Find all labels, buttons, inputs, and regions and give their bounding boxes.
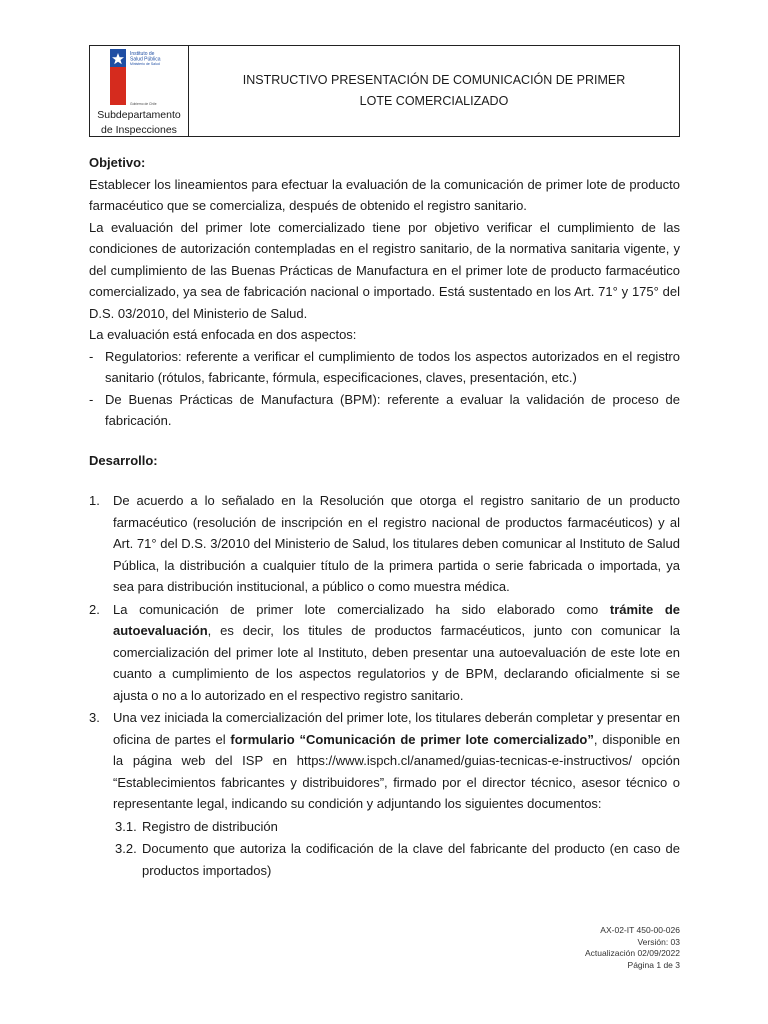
numbered-item-3 [89, 707, 680, 815]
bullet-text: De Buenas Prácticas de Manufactura (BPM): referente a evaluar la validación de proceso de fabricación. [105, 391, 680, 428]
item-number: 1. [89, 493, 100, 508]
item-number: 2. [89, 601, 100, 617]
document-title: INSTRUCTIVO PRESENTACIÓN DE COMUNICACIÓN DE PRIMER LOTE COMERCIALIZADO [242, 73, 626, 108]
bullet-text: Regulatorios: referente a verificar el cumplimiento de todos los aspectos autorizados en el registro sanitario (rótulos, fabricante, fórmula, especificaciones, claves, presentación, etc.) [105, 348, 680, 385]
logo-line-2: Salud Pública [130, 56, 161, 63]
logo-cell [90, 46, 189, 136]
department-label: Subdepartamento de Inspecciones [97, 109, 181, 136]
logo-line-1: Instituto de [130, 51, 155, 57]
item-text-post: , disponible en la página web del ISP en https://www.ispch.cl/anamed/guias-tecnicas-e-instructivos/ opción “Establecimientos fabricantes y distribuidores”, firmado por el director técnico, asesor técnico o representante legal, indicando su condición y adjuntando los siguientes documentos: [113, 731, 681, 811]
sub-item [115, 816, 680, 838]
sub-item-number: 3.2. [115, 841, 137, 856]
item-text-bold: trámite de autoevaluación [113, 601, 680, 638]
sub-item-text: Registro de distribución [142, 818, 278, 834]
item-number: 3. [89, 710, 100, 725]
logo-footer: Gobierno de Chile [130, 102, 157, 106]
sub-item [115, 838, 680, 881]
item-text-post: , es decir, los titules de productos farmacéuticos, junto con comunicar la comercialización del primer lote al Instituto, deben presentar una autoevaluación de este lote en cuanto a cumplimiento de los aspectos regulatorios y de BPM, declarando oficialmente si se ajusta o no a lo autorizado en el respectivo registro sanitario. [113, 623, 680, 703]
numbered-item-1 [89, 490, 680, 598]
document-footer [585, 925, 680, 971]
document-header [89, 45, 680, 137]
bullet-item [89, 389, 680, 432]
bullet-dash: - [89, 348, 94, 364]
document-version: Versión: 03 [637, 936, 680, 947]
sub-item-text: Documento que autoriza la codificación de la clave del fabricante del producto (en caso de productos importados) [142, 841, 680, 878]
isp-logo [108, 49, 170, 109]
document-code: AX-02-IT 450-00-026 [600, 925, 680, 935]
item-text [113, 599, 680, 707]
item-text [113, 707, 680, 815]
item-text-pre: La comunicación de primer lote comercializado ha sido elaborado como [113, 601, 610, 617]
page-number: Página 1 de 3 [627, 959, 680, 970]
document-update-date: Actualización 02/09/2022 [585, 948, 680, 958]
numbered-item-2 [89, 599, 680, 707]
document-body [89, 152, 680, 881]
item-text: De acuerdo a lo señalado en la Resolución que otorga el registro sanitario de un producto farmacéutico (resolución de inscripción en el registro nacional de productos farmacéuticos) y al Art. 71° del D.S. 3/2010 del Ministerio de Salud, los titulares deben comunicar al Instituto de Salud Pública, la distribución a cualquier título de la primera partida o serie fabricada o importada, ya sea para distribución institucional, a público o como muestra médica. [113, 493, 680, 594]
bullet-dash: - [89, 391, 94, 407]
desarrollo-heading: Desarrollo: [89, 452, 158, 468]
item-text-bold: formulario “Comunicación de primer lote comercializado” [230, 731, 594, 747]
bullet-item [89, 346, 680, 389]
objetivo-paragraph-3: La evaluación está enfocada en dos aspectos: [89, 327, 357, 342]
logo-line-3: Ministerio de Salud [130, 62, 160, 66]
objetivo-heading: Objetivo: [89, 155, 146, 170]
objetivo-paragraph-1: Establecer los lineamientos para efectuar la evaluación de la comunicación de primer lote de producto farmacéutico que se comercializa, después de obtenido el registro sanitario. [89, 176, 680, 213]
objetivo-paragraph-2: La evaluación del primer lote comercializado tiene por objetivo verificar el cumplimiento de las condiciones de autorización contempladas en el registro sanitario, de la normativa sanitaria vigente, y del cumplimiento de las Buenas Prácticas de Manufactura en el primer lote de producto farmacéutico comercializado, ya sea de fabricación nacional o importado. Está sustentado en los Art. 71° y 175° del D.S. 03/2010, del Ministerio de Salud. [89, 219, 680, 321]
sub-item-number: 3.1. [115, 818, 137, 834]
item-text-pre: Una vez iniciada la comercialización del primer lote, los titulares deberán completar y presentar en oficina de partes el [113, 710, 680, 747]
